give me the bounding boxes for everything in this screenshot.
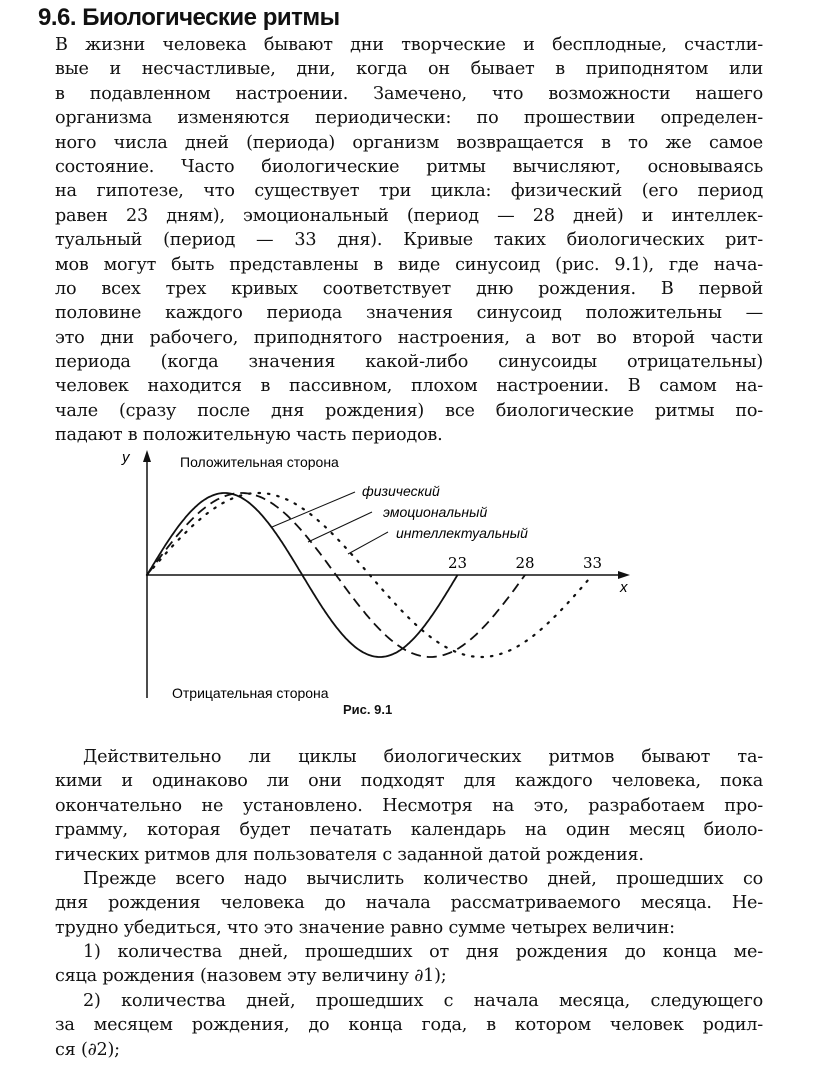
list-item-2 <box>55 989 763 1062</box>
text-line: за месяцем рождения, до конца года, в котором человек родил- <box>55 1015 763 1036</box>
text-line: грамму, которая будет печатать календарь на один месяц биоло- <box>55 820 763 841</box>
section-heading: 9.6. Биологические ритмы <box>38 4 340 31</box>
x-axis-arrow <box>618 571 630 579</box>
text-line: организма изменяются периодически: по прошествии определен- <box>55 108 763 129</box>
figure-caption: Рис. 9.1 <box>343 702 393 717</box>
paragraph-days <box>55 867 763 940</box>
paragraph-cycles <box>55 745 763 867</box>
x-axis-label: x <box>620 579 628 596</box>
positive-side-label: Положительная сторона <box>180 454 339 470</box>
text-line: вые и несчастливые, дни, когда он бывает в приподнятом или <box>55 59 763 80</box>
text-line: ся (∂2); <box>55 1039 120 1060</box>
text-line: сяца рождения (назовем эту величину ∂1); <box>55 966 447 987</box>
text-line: падают в положительную часть периодов. <box>55 425 443 446</box>
text-line: дня рождения человека до начала рассматриваемого месяца. Не- <box>55 893 763 914</box>
text-line: туальный (период — 33 дня). Кривые таких биологических рит- <box>55 230 763 251</box>
text-line: окончательно не установлено. Несмотря на это, разработаем про- <box>55 795 763 816</box>
label-intellectual: интеллектуальный <box>396 525 528 541</box>
tick-23: 23 <box>447 554 468 572</box>
paragraph-intro <box>55 33 763 448</box>
text-line: периода (когда значения какой-либо синусоиды отрицательны) <box>55 352 763 373</box>
tick-28: 28 <box>515 554 535 572</box>
y-axis-label: y <box>122 449 130 466</box>
leader-physical <box>272 492 355 527</box>
y-axis-arrow <box>143 450 151 462</box>
text-line: это дни рабочего, приподнятого настроения, а вот во второй части <box>55 327 763 348</box>
text-line: Действительно ли циклы биологических ритмов бывают та- <box>83 747 763 767</box>
leader-intellectual <box>348 532 388 554</box>
text-line: трудно убедиться, что это значение равно сумме четырех величин: <box>55 917 675 938</box>
label-physical: физический <box>362 483 440 499</box>
text-line: кими и одинаково ли они подходят для каждого человека, пока <box>55 771 763 792</box>
text-line: в подавленном настроении. Замечено, что возможности нашего <box>55 83 763 104</box>
text-line: ного числа дней (периода) организм возвращается в то же самое <box>55 132 763 153</box>
tick-33: 33 <box>582 554 603 572</box>
text-line: половине каждого периода значения синусоид положительны — <box>55 303 763 324</box>
text-line: мов могут быть представлены в виде синусоид (рис. 9.1), где нача- <box>55 254 763 275</box>
list-item-1 <box>55 940 763 989</box>
label-emotional: эмоциональный <box>383 504 488 520</box>
text-line: состояние. Часто биологические ритмы вычисляют, основываясь <box>55 156 763 177</box>
text-line: 2) количества дней, прошедших с начала месяца, следующего <box>83 991 763 1011</box>
text-line: 1) количества дней, прошедших от дня рождения до конца ме- <box>83 942 763 962</box>
text-line: ло всех трех кривых соответствует дню рождения. В первой <box>55 278 763 299</box>
figure-biorhythms <box>100 440 660 710</box>
text-line: на гипотезе, что существует три цикла: физический (его период <box>55 181 763 202</box>
text-line: равен 23 дням), эмоциональный (период — 28 дней) и интеллек- <box>55 205 763 226</box>
text-line: гических ритмов для пользователя с заданной датой рождения. <box>55 844 644 865</box>
leader-emotional <box>308 512 372 542</box>
text-line: чале (сразу после дня рождения) все биологические ритмы по- <box>55 400 763 421</box>
text-line: Прежде всего надо вычислить количество дней, прошедших со <box>83 869 763 889</box>
text-line: человек находится в пассивном, плохом настроении. В самом на- <box>55 376 763 397</box>
text-line: В жизни человека бывают дни творческие и бесплодные, счастли- <box>55 35 763 55</box>
negative-side-label: Отрицательная сторона <box>172 685 329 701</box>
